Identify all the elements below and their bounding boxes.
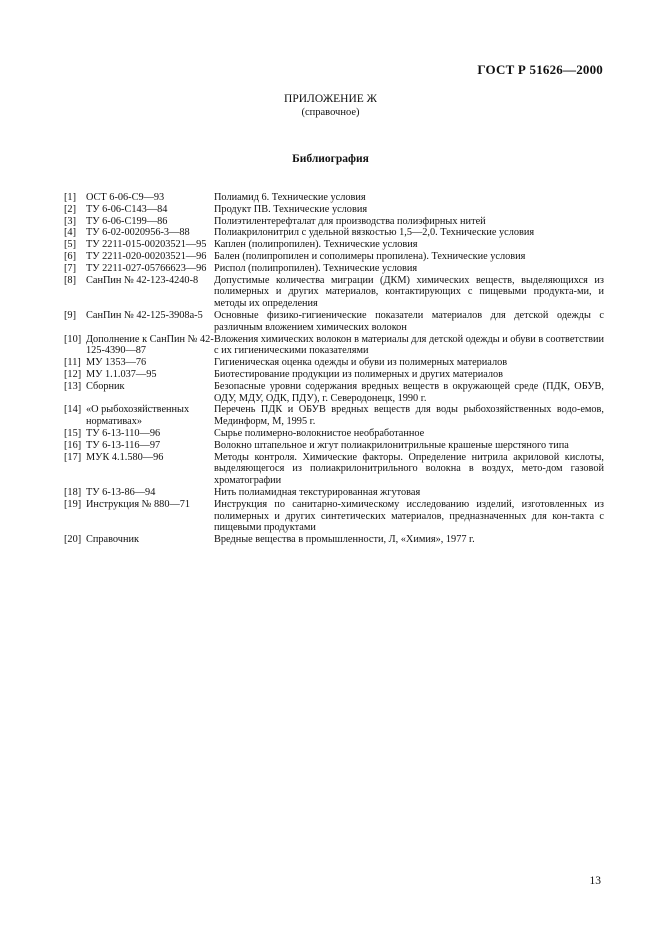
entry-description: Безопасные уровни содержания вредных веществ в окружающей среде (ПДК, ОБУВ, ОДУ, МДУ, ОДК, ПДУ), г. Северодонецк, 1990 г. xyxy=(214,380,604,404)
entry-source: ТУ 6-02-0020956-3—88 xyxy=(86,227,190,239)
entry-source: ТУ 6-06-С199—86 xyxy=(86,215,168,227)
entry-description: Перечень ПДК и ОБУВ вредных веществ для воды рыбохозяйственных водо-емов, Мединформ, М, 1995 г. xyxy=(214,404,604,428)
bibliography-entry xyxy=(64,534,604,546)
bibliography-entry xyxy=(64,487,604,499)
entry-source: МУ 1353—76 xyxy=(86,357,147,369)
entry-description: Вложения химических волокон в материалы для детской одежды и обуви в соответствии с их гигиеническими показателями xyxy=(214,333,604,357)
entry-number: [12] xyxy=(64,368,82,380)
bibliography-entry xyxy=(64,216,604,228)
entry-source: ТУ 6-06-С143—84 xyxy=(86,203,168,215)
entry-number: [2] xyxy=(64,203,77,215)
entry-number: [15] xyxy=(64,427,82,439)
entry-number: [5] xyxy=(64,239,77,251)
entry-description: Вредные вещества в промышленности, Л, «Химия», 1977 г. xyxy=(214,534,475,546)
entry-source: ОСТ 6-06-С9—93 xyxy=(86,192,165,203)
entry-description: Бален (полипропилен и сополимеры пропилена). Технические условия xyxy=(214,250,526,262)
bibliography-entry xyxy=(64,251,604,263)
entry-source: ТУ 2211-015-00203521—95 xyxy=(86,239,207,251)
bibliography-title: Библиография xyxy=(292,153,369,165)
entry-number: [8] xyxy=(64,274,77,286)
bibliography-entry xyxy=(64,357,604,369)
entry-number: [20] xyxy=(64,534,82,546)
entry-source: МУ 1.1.037—95 xyxy=(86,368,157,380)
bibliography-entry xyxy=(64,310,604,334)
entry-source: ТУ 6-13-86—94 xyxy=(86,486,156,498)
entry-description: Гигиеническая оценка одежды и обуви из полимерных материалов xyxy=(214,357,508,369)
entry-number: [9] xyxy=(64,309,77,321)
entry-number: [19] xyxy=(64,498,82,510)
entry-description: Полиамид 6. Технические условия xyxy=(214,192,366,203)
standard-number: ГОСТ Р 51626—2000 xyxy=(477,62,603,77)
entry-description: Полиакрилонитрил с удельной вязкостью 1,5—2,0. Технические условия xyxy=(214,227,535,239)
bibliography-entry xyxy=(64,499,604,534)
entry-source: Дополнение к СанПин № 42-125-4390—87 xyxy=(86,333,214,357)
entry-source: ТУ 6-13-116—97 xyxy=(86,439,161,451)
entry-source: «О рыбохозяйственных нормативах» xyxy=(86,404,190,428)
entry-number: [4] xyxy=(64,227,77,239)
bibliography-entry xyxy=(64,440,604,452)
entry-number: [7] xyxy=(64,262,77,274)
entry-description: Каплен (полипропилен). Технические условия xyxy=(214,239,418,251)
entry-source: Справочник xyxy=(86,534,139,546)
entry-number: [10] xyxy=(64,333,82,345)
bibliography-entry xyxy=(64,227,604,239)
entry-description: Волокно штапельное и жгут полиакрилонитрильные крашеные шерстяного типа xyxy=(214,439,569,451)
bibliography-entry xyxy=(64,275,604,310)
entry-description: Инструкция по санитарно-химическому исследованию изделий, изготовленных из полимерных и других синтетических материалов, предназначенных для кон-такта с пищевыми продуктами xyxy=(214,498,604,534)
bibliography-list xyxy=(64,192,604,546)
entry-description: Методы контроля. Химические факторы. Определение нитрила акриловой кислоты, выделяющегося из полиакрилонитрильного волокна в воздух, мето-дом газовой хроматографии xyxy=(214,451,604,487)
entry-number: [11] xyxy=(64,357,81,369)
entry-number: [16] xyxy=(64,439,82,451)
entry-description: Биотестирование продукции из полимерных и других материалов xyxy=(214,368,504,380)
entry-source: Сборник xyxy=(86,380,125,392)
appendix-title: ПРИЛОЖЕНИЕ Ж xyxy=(284,93,377,105)
bibliography-entry xyxy=(64,452,604,487)
entry-source: ТУ 6-13-110—96 xyxy=(86,427,161,439)
entry-description: Допустимые количества миграции (ДКМ) химических веществ, выделяющихся из полимерных и других материалов, контактирующих с пищевыми продукта-ми, и методы их определения xyxy=(214,274,604,310)
entry-description: Сырье полимерно-волокнистое необработанное xyxy=(214,427,425,439)
entry-source: ТУ 2211-027-05766623—96 xyxy=(86,262,207,274)
entry-number: [1] xyxy=(64,192,77,203)
entry-number: [6] xyxy=(64,250,77,262)
entry-description: Продукт ПВ. Технические условия xyxy=(214,203,368,215)
entry-number: [3] xyxy=(64,215,77,227)
appendix-subtitle: (справочное) xyxy=(301,107,360,118)
bibliography-entry xyxy=(64,192,604,204)
entry-description: Нить полиамидная текстурированная жгутовая xyxy=(214,486,421,498)
entry-source: ТУ 2211-020-00203521—96 xyxy=(86,250,207,262)
bibliography-entry xyxy=(64,381,604,405)
entry-source: СанПин № 42-123-4240-8 xyxy=(86,274,199,286)
page-number: 13 xyxy=(589,875,601,887)
entry-source: Инструкция № 880—71 xyxy=(86,498,191,510)
entry-number: [17] xyxy=(64,451,82,463)
bibliography-entry xyxy=(64,239,604,251)
entry-source: СанПин № 42-125-3908а-5 xyxy=(86,309,203,321)
entry-description: Риспол (полипропилен). Технические условия xyxy=(214,262,418,274)
entry-number: [13] xyxy=(64,380,82,392)
entry-number: [14] xyxy=(64,404,82,416)
entry-number: [18] xyxy=(64,486,82,498)
bibliography-entry xyxy=(64,204,604,216)
entry-description: Полиэтилентерефталат для производства полиэфирных нитей xyxy=(214,215,486,227)
bibliography-entry xyxy=(64,263,604,275)
bibliography-entry xyxy=(64,334,604,358)
bibliography-entry xyxy=(64,428,604,440)
entry-source: МУК 4.1.580—96 xyxy=(86,451,164,463)
entry-description: Основные физико-гигиенические показатели материалов для детской одежды с различным вложением химических волокон xyxy=(214,309,604,333)
bibliography-entry xyxy=(64,369,604,381)
bibliography-entry xyxy=(64,404,604,428)
